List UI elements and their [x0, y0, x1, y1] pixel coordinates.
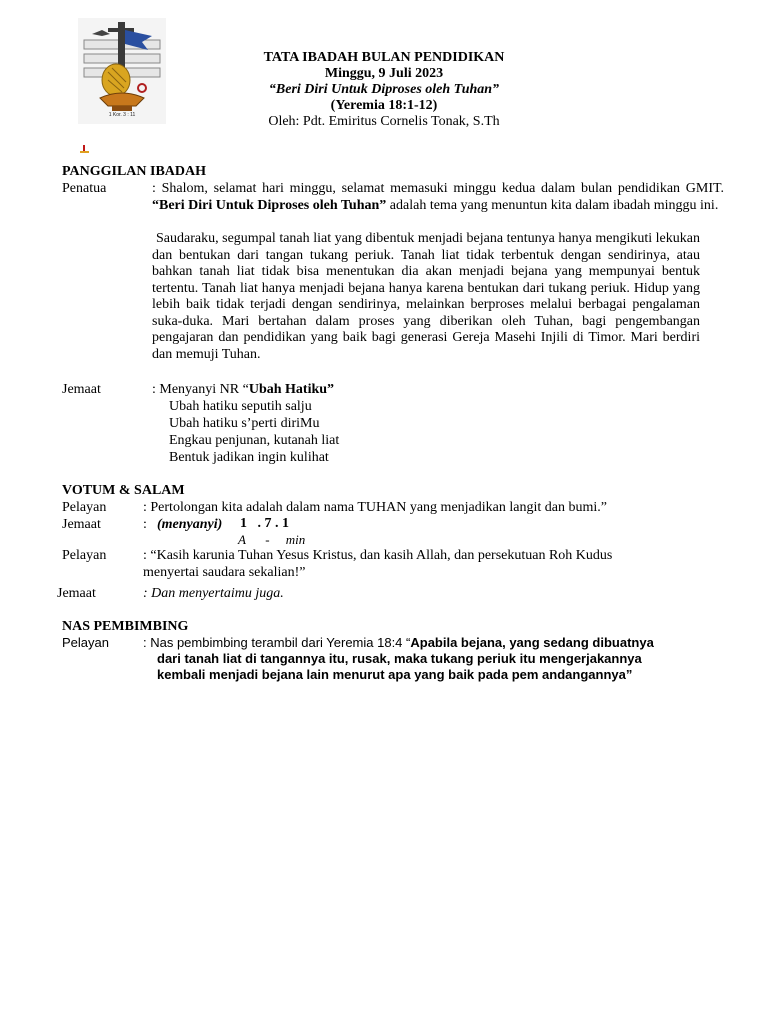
speaker-label-pelayan: Pelayan [62, 548, 107, 563]
bullet-marker-icon [79, 142, 91, 152]
lyric-line: Ubah hatiku seputih salju [169, 399, 312, 414]
logo-caption: 1 Kor. 3 : 11 [108, 112, 136, 118]
speaker-label-pelayan: Pelayan [62, 635, 109, 650]
nas-line-2: dari tanah liat di tangannya itu, rusak, maka tukang periuk itu mengerjakannya [157, 651, 642, 666]
speaker-label-penatua: Penatua [62, 181, 107, 196]
votum-text: : Pertolongan kita adalah dalam nama TUHAN yang menjadikan langit dan bumi.” [143, 500, 607, 515]
logo-emblem-icon [78, 18, 166, 124]
speaker-label-pelayan: Pelayan [62, 500, 107, 515]
doc-theme: “Beri Diri Untuk Diproses oleh Tuhan” [268, 82, 500, 97]
doc-date: Minggu, 9 Juli 2023 [324, 66, 444, 81]
lyric-line: Engkau penjunan, kutanah liat [169, 433, 340, 448]
doc-reference: (Yeremia 18:1-12) [330, 98, 438, 113]
song-intro: : Menyanyi NR “Ubah Hatiku” [152, 382, 335, 397]
amin-syllables: A - min [238, 532, 306, 547]
salam-line-1: : “Kasih karunia Tuhan Yesus Kristus, dan kasih Allah, dan persekutuan Roh Kudus [143, 548, 613, 563]
speaker-label-jemaat: Jemaat [62, 382, 101, 397]
salam-line-2: menyertai saudara sekalian!” [143, 565, 306, 580]
lyric-line: Ubah hatiku s’perti diriMu [169, 416, 320, 431]
doc-preacher: Oleh: Pdt. Emiritus Cornelis Tonak, S.Th [268, 114, 500, 129]
doc-title: TATA IBADAH BULAN PENDIDIKAN [263, 50, 505, 65]
lyric-line: Bentuk jadikan ingin kulihat [169, 450, 329, 465]
sing-label: (menyanyi) [157, 517, 223, 532]
jemaat-response: : Dan menyertaimu juga. [143, 586, 284, 601]
speaker-label-jemaat: Jemaat [62, 517, 101, 532]
nas-line-3: kembali menjadi bejana lain menurut apa yang baik pada pem andangannya” [157, 667, 633, 682]
section-heading-nas: NAS PEMBIMBING [62, 619, 189, 634]
church-logo [78, 18, 166, 124]
speaker-label-jemaat: Jemaat [57, 586, 96, 601]
call-paragraph-2: Saudaraku, segumpal tanah liat yang dibentuk menjadi bejana tentunya hanya mengikuti lekukan dan bentukan dari tangan tukang periuk. Tanah liat tidak terbentuk dengan sendirinya, atau bahkan tanah liat tidak bisa menentukan dia akan menjadi bejana yang mempunyai bentuk tertentu. Tanah liat hanya menjadi bejana hanya karena bentukan dari tukang periuk. Hidup yang lebih baik tidak terjadi dengan sendirinya, melainkan berproses melalui berbagai pengalaman suka-duka. Mari bertahan dalam proses yang diberikan oleh Tuhan, bagi pengembangan pengajaran dan pendidikan yang baik bagi generasi Gereja Masehi Injili di Timor. Mari berdiri dan memuji Tuhan. [152, 231, 700, 362]
music-notes: 1 . 7 . 1 [240, 516, 289, 531]
nas-intro: : Nas pembimbing terambil dari Yeremia 18:4 “Apabila bejana, yang sedang dibuatnya [143, 635, 654, 650]
call-paragraph-1: : Shalom, selamat hari minggu, selamat memasuki minggu kedua dalam bulan pendidikan GMIT. “Beri Diri Untuk Diproses oleh Tuhan” adalah tema yang menuntun kita dalam ibadah minggu ini. [152, 181, 724, 213]
section-heading-votum: VOTUM & SALAM [62, 483, 185, 498]
sing-colon: : [143, 517, 147, 532]
section-heading-panggilan: PANGGILAN IBADAH [62, 164, 207, 179]
